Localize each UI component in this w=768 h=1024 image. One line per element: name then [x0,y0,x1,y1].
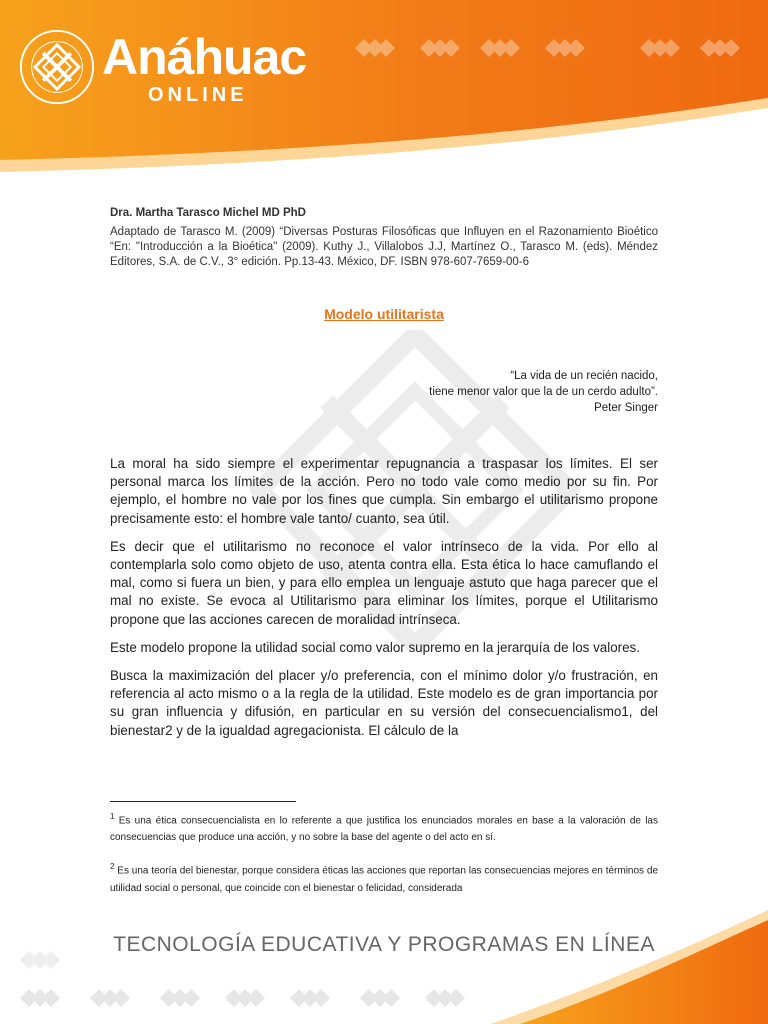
quote-line-2: tiene menor valor que la de un cerdo adulto”. [429,386,658,398]
footer-tagline: TECNOLOGÍA EDUCATIVA Y PROGRAMAS EN LÍNEA [113,933,655,956]
footnote-divider [110,801,296,802]
paragraph: Es decir que el utilitarismo no reconoce el valor intrínseco de la vida. Por ello al contemplarla solo como objeto de uso, atenta contra ella. Esta ética lo hace camuflando el mal, como si fuera un bien, y para ello emplea un lenguaje astuto que haga parecer que el mal no existe. Se evoca al Utilitarismo para eliminar los límites, porque el Utilitarismo propone que las acciones carecen de moralidad intrínseca. [110,538,658,627]
footnote-text: Es una teoría del bienestar, porque considera éticas las acciones que reportan las consecuencias mejores en términos de utilidad social o personal, que coincide con el bienestar o felicidad, considerada [110,865,659,894]
document-author: Dra. Martha Tarasco Michel MD PhD [110,207,306,219]
footnote-number: 1 [110,812,115,821]
footnote [110,808,658,846]
body-text [110,455,658,750]
paragraph: Este modelo propone la utilidad social como valor supremo en la jerarquía de los valores. [110,639,640,655]
footnote-number: 2 [110,862,115,872]
quote-author: Peter Singer [594,402,658,414]
epigraph-quote [429,368,658,416]
document-citation: Adaptado de Tarasco M. (2009) “Diversas Posturas Filosóficas que Influyen en el Razonamiento Bioético “En: "Introducción a la Bioética" (2009). Kuthy J., Villalobos J.J, Martínez O., Tarasco M. (eds). Méndez Editores, S.A. de C.V., 3° edición. Pp.13-43. México, DF. ISBN 978-607-7659-00-6 [110,226,658,268]
paragraph: La moral ha sido siempre el experimentar repugnancia a traspasar los límites. El ser personal marca los límites de la acción. Pero no todo vale como medio por su fin. Por ejemplo, el hombre no vale por los fines que cumpla. Sin embargo el utilitarismo propone precisamente esto: el hombre vale tanto/ cuanto, sea útil. [110,456,658,526]
footnote-text: Es una ética consecuencialista en lo referente a que justifica los enunciados morales en base a la valoración de las consecuencias que produce una acción, y no sobre la base del agente o del acto en sí. [110,815,658,844]
university-seal-icon [18,28,96,106]
section-title: Modelo utilitarista [324,306,444,322]
paragraph: Busca la maximización del placer y/o preferencia, con el mínimo dolor y/o frustración, en referencia al acto mismo o a la regla de la utilidad. Este modelo es de gran importancia por su gran influencia y difusión, en particular en su versión del consecuencialismo1, del bienestar2 y de la igualdad agregacionista. El cálculo de la [110,668,658,738]
brand-logo [102,29,307,107]
brand-name: Anáhuac [102,29,307,85]
quote-line-1: “La vida de un recién nacido, [510,370,658,382]
brand-subtitle: ONLINE [148,84,248,106]
